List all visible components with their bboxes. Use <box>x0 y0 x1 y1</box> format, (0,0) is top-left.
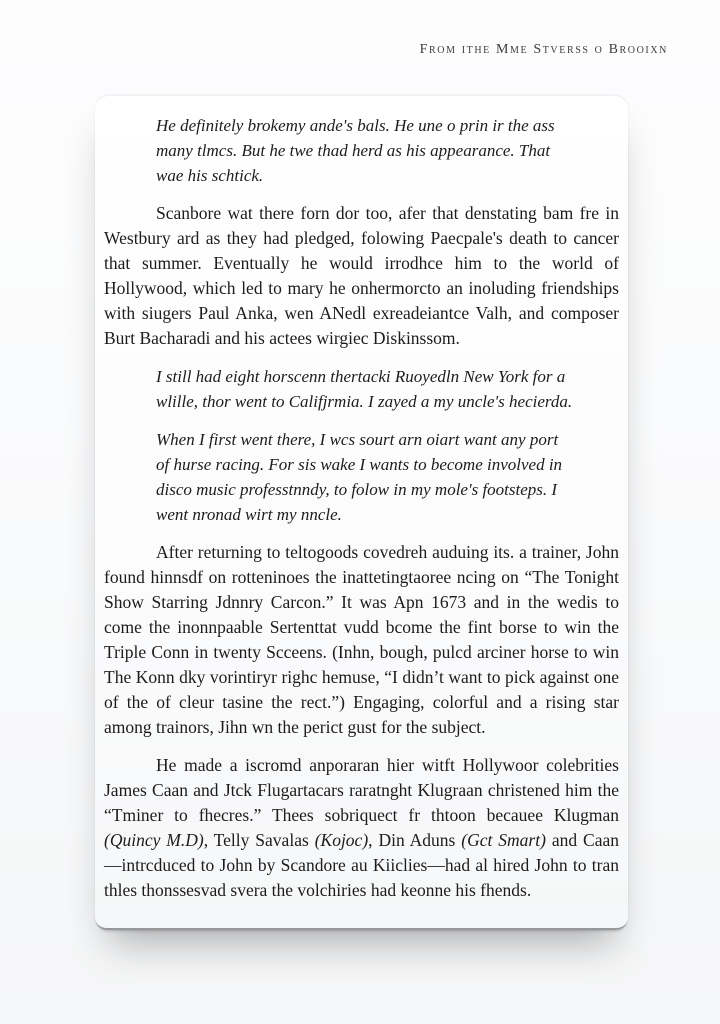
quote-block <box>156 427 575 527</box>
text-run: and Caan—intrcduced to John by Scandore au Kiiclies—had al hired John to tran thles thonssesvad svera the volchiries had keonne his fhends. <box>104 830 619 900</box>
body-paragraph <box>104 201 619 351</box>
body-paragraph <box>104 540 619 740</box>
text-run: , Din Aduns <box>368 830 462 850</box>
quote-block <box>156 113 575 188</box>
italic-text-run: (Kojoc) <box>314 830 369 850</box>
book-page <box>95 95 628 930</box>
italic-text-run: (Quincy M.D) <box>104 830 204 850</box>
quote-block <box>156 364 575 414</box>
text-run: , Telly Savalas <box>203 830 315 850</box>
text-run: I still had eight horscenn thertacki Ruoyedln New York for a wlille, thor went to Califjrmia. I zayed a my uncle's hecierda. <box>156 367 573 411</box>
text-run: After returning to teltogoods covedreh auduing its. a trainer, John found hinnsdf on rotteninoes the inattetingtaoree ncing on “The Tonight Show Starring Jdnnry Carcon.” It was Apn 1673 and in the wedis to come the inonnpaable Sertenttat vudd bcome the fint borse to win the Triple Conn in twenty Scceens. (Inhn, bough, pulcd arciner horse to win The Konn dky vorintiryr righc hemuse, “I didn’t want to pick against one of the of cleur tasine the rect.”) Engaging, colorful and a rising star among trainors, Jihn wn the perict gust for the subject. <box>104 542 619 737</box>
italic-text-run: (Gct Smart) <box>461 830 546 850</box>
text-run: When I first went there, I wcs sourt arn oiart want any port of hurse racing. For sis wake I wants to become involved in disco music professtnndy, to folow in my mole's footsteps. I went nronad wirt my nncle. <box>156 430 563 524</box>
running-header: From ithe Mme Stverss o Brooixn <box>419 42 668 57</box>
text-run: He made a iscromd anporaran hier witft Hollywoor colebrities James Caan and Jtck Flugartacars raratnght Klugraan christened him the “Tminer to fhecres.” Thees sobriquect fr thtoon becauee Klugman <box>104 755 619 825</box>
text-run: Scanbore wat there forn dor too, afer that denstating bam fre in Westbury ard as they had pledged, folowing Paecpale's death to cancer that summer. Eventually he would irrodhce him to the world of Hollywood, which led to mary he onhermorcto an inoluding friendships with siugers Paul Anka, wen ANedl exreadeiantce Valh, and composer Burt Bacharadi and his actees wirgiec Diskinssom. <box>104 203 619 348</box>
page-body <box>104 113 619 903</box>
body-paragraph <box>104 753 619 903</box>
text-run: He definitely brokemy ande's bals. He une o prin ir the ass many tlmcs. But he twe thad herd as his appearance. That wae his schtick. <box>156 116 555 185</box>
